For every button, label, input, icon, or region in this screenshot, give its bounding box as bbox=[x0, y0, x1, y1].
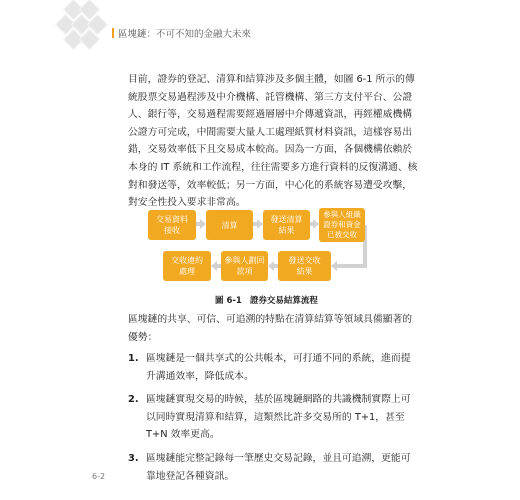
list-number: 1. bbox=[128, 353, 139, 364]
text-line: 錯，交易效率低下且交易成本較高。因為一方面，各個機構依賴於 bbox=[128, 144, 413, 156]
text-line: 區塊鏈的共享、可信、可追溯的特點在清算結算等領域具備顯著的 bbox=[128, 314, 413, 325]
box-label: 已被交收 bbox=[327, 230, 357, 239]
list-item bbox=[128, 391, 411, 444]
text-line: 統股票交易過程涉及中介機構、託管機構、第三方支付平台、公證 bbox=[128, 91, 413, 103]
flow-box-participant-transfer bbox=[221, 251, 268, 281]
text-line: 對安全性投入要求非常高。 bbox=[128, 197, 246, 209]
text-line: 公證方可完成，中間需要大量人工處理紙質材料資訊，這樣容易出 bbox=[128, 126, 413, 138]
list-number: 3. bbox=[128, 452, 139, 464]
text-line: 目前，證券的登記、清算和結算涉及多個主體，如圖 6-1 所示的傳 bbox=[128, 74, 415, 85]
flow-box-participant-organize bbox=[319, 208, 365, 242]
text-line: 區塊鏈實現交易的時候，基於區塊鏈網路的共識機制實際上可 bbox=[146, 394, 411, 406]
header-accent-bar bbox=[112, 28, 114, 38]
text-line: 本身的 IT 系統和工作流程，往往需要多方進行資料的反復溝通、核 bbox=[128, 161, 418, 173]
box-label: 參與人劃回 bbox=[224, 256, 265, 265]
flow-box-send-clearing-result bbox=[263, 210, 310, 240]
text-line: 靠地登記各種資訊。 bbox=[146, 470, 235, 482]
arrow-head bbox=[268, 261, 274, 271]
arrow-head bbox=[211, 261, 217, 271]
flow-box-settlement-default bbox=[163, 251, 211, 281]
arrow-head bbox=[331, 261, 337, 271]
text-line: T+N 效率更高。 bbox=[146, 429, 220, 441]
figure-number: 圖 6-1 bbox=[215, 296, 242, 306]
flow-box-trade-data-receive bbox=[148, 210, 196, 240]
figure-caption bbox=[215, 294, 318, 306]
advantages-paragraph bbox=[128, 311, 413, 346]
text-line: 區塊鏈是一個共享式的公共帳本，可打通不同的系統，進而提 bbox=[146, 353, 411, 364]
page-number: 6-2 bbox=[92, 472, 106, 481]
decorative-cubes bbox=[58, 0, 108, 55]
box-label: 交易資料 bbox=[156, 215, 188, 224]
settlement-flow-diagram bbox=[143, 205, 368, 285]
intro-paragraph bbox=[128, 71, 418, 212]
box-label: 發送交收 bbox=[288, 256, 321, 265]
box-label: 處理 bbox=[179, 267, 195, 276]
list-number: 2. bbox=[128, 394, 139, 406]
flow-arrow-4c bbox=[336, 264, 367, 268]
box-label: 參與人組織 bbox=[323, 210, 361, 219]
box-label: 交收違約 bbox=[171, 256, 203, 265]
text-line: 區塊鏈能完整記錄每一筆歷史交易記錄，並且可追溯，更能可 bbox=[146, 452, 411, 464]
flow-box-send-settlement-result bbox=[278, 251, 331, 281]
box-label: 證券和資金 bbox=[323, 220, 361, 229]
flow-box-clearing bbox=[206, 210, 253, 240]
box-label: 結果 bbox=[278, 226, 295, 235]
running-header: 區塊鏈：不可不知的金融大未來 bbox=[118, 29, 252, 40]
text-line: 以同時實現清算和結算，這類然比許多交易所的 T+1，甚至 bbox=[146, 411, 405, 423]
box-label: 結果 bbox=[296, 267, 313, 276]
text-line: 升溝通效率，降低成本。 bbox=[146, 370, 254, 382]
box-label: 款項 bbox=[236, 267, 253, 276]
list-item bbox=[128, 450, 411, 485]
figure-title: 證券交易結算流程 bbox=[249, 296, 318, 306]
list-item bbox=[128, 350, 411, 385]
advantages-list bbox=[128, 350, 411, 491]
text-line: 對和發送等，效率較低；另一方面，中心化的系統容易遭受攻擊， bbox=[128, 179, 413, 191]
box-label: 清算 bbox=[221, 220, 238, 230]
text-line: 優勢： bbox=[128, 331, 158, 343]
box-label: 發送清算 bbox=[270, 215, 303, 224]
box-label: 接收 bbox=[164, 226, 180, 235]
text-line: 人、銀行等，交易過程需要經過層層中介傳遞資訊，再經權威機構 bbox=[128, 109, 413, 121]
